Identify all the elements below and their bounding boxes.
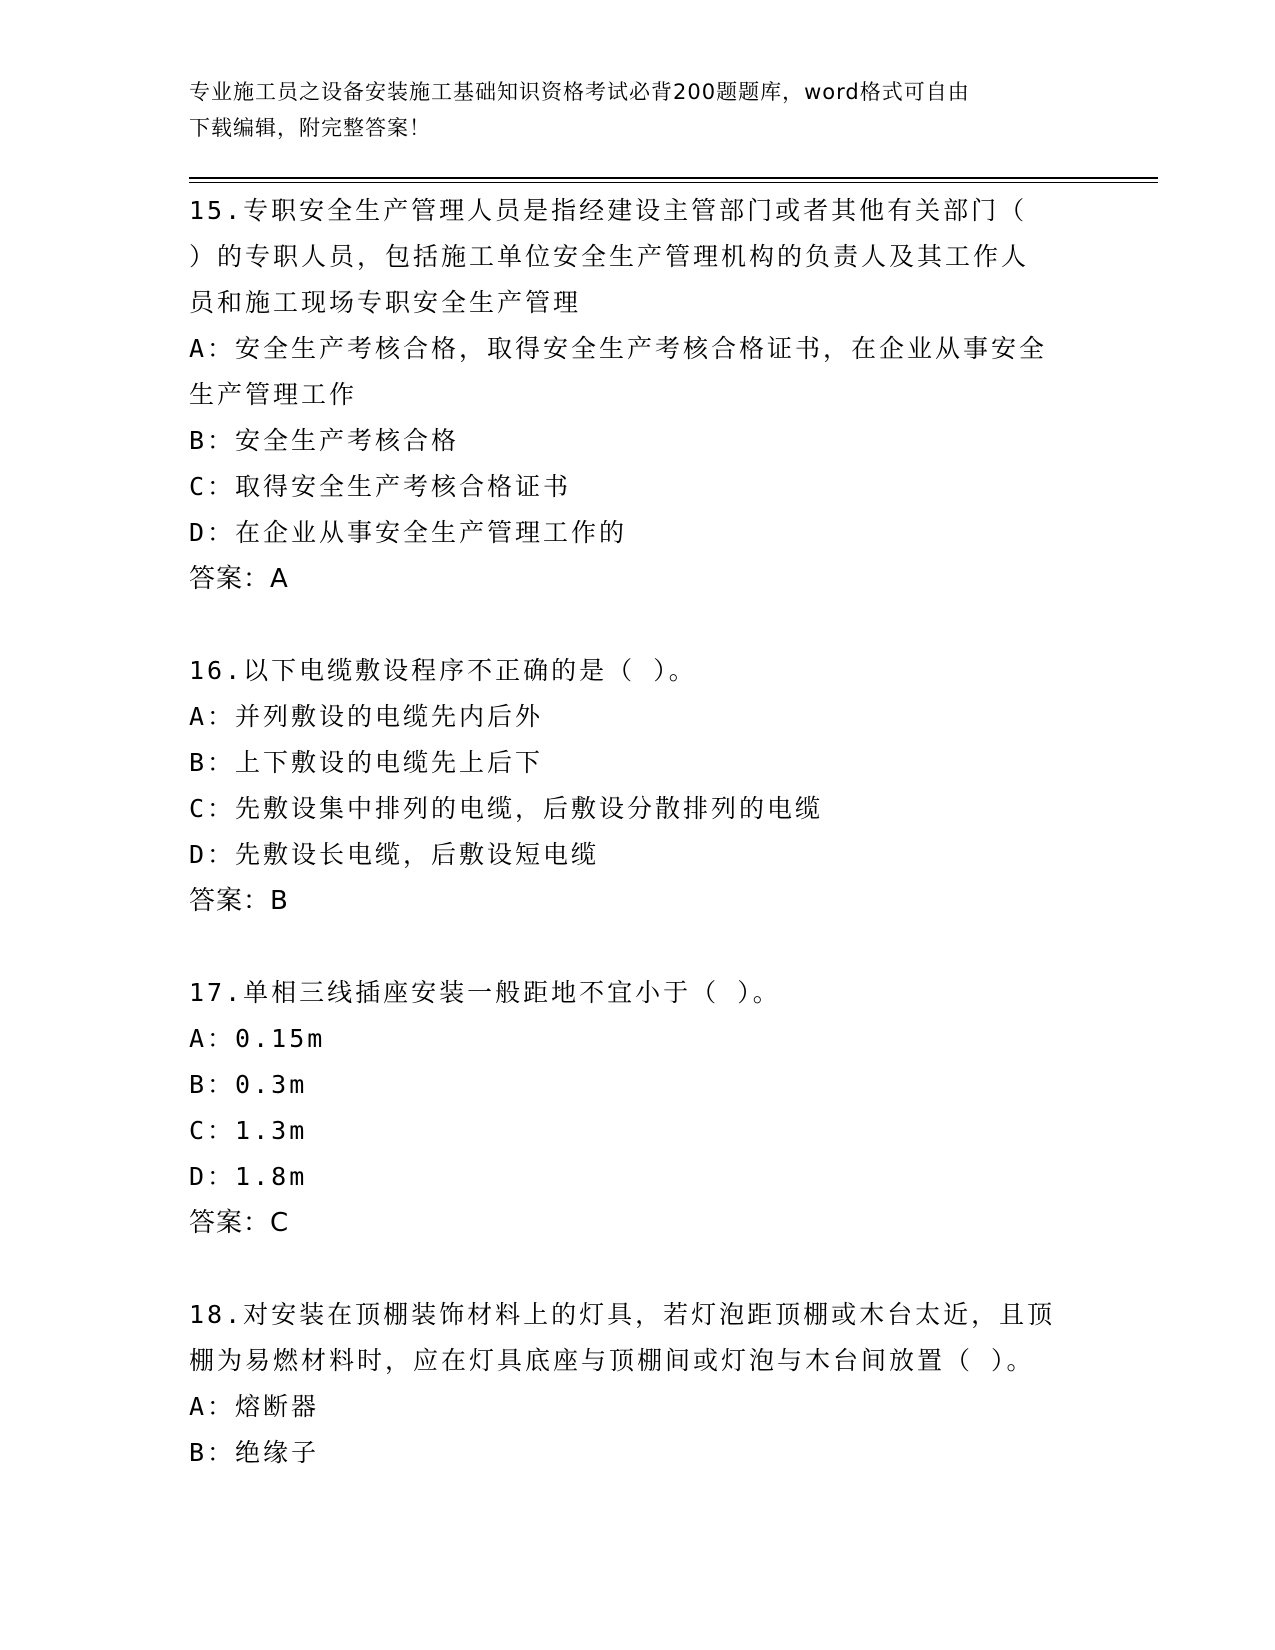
question-stem-line: 员和施工现场专职安全生产管理 [189, 288, 582, 317]
question-stem-line: 16.以下电缆敷设程序不正确的是（ ）。 [189, 656, 697, 685]
document-header [189, 74, 1089, 146]
option-b: B：0.3m [189, 1070, 308, 1099]
option-d: D：在企业从事安全生产管理工作的 [189, 518, 628, 547]
option-b: B：上下敷设的电缆先上后下 [189, 748, 544, 777]
answer: 答案：C [189, 1208, 290, 1238]
option-a-continued: 生产管理工作 [189, 380, 358, 409]
option-d: D：1.8m [189, 1162, 308, 1191]
question-15 [189, 188, 1089, 602]
question-stem-line: 15.专职安全生产管理人员是指经建设主管部门或者其他有关部门（ [189, 196, 1028, 225]
question-18 [189, 1292, 1089, 1476]
answer: 答案：A [189, 564, 289, 594]
answer: 答案：B [189, 886, 289, 916]
question-stem-line: 棚为易燃材料时，应在灯具底座与顶棚间或灯泡与木台间放置（ ）。 [189, 1346, 1035, 1375]
question-list [189, 188, 1089, 1522]
option-c: C：取得安全生产考核合格证书 [189, 472, 572, 501]
option-a: A：熔断器 [189, 1392, 320, 1421]
question-17 [189, 970, 1089, 1246]
question-stem-line: 18.对安装在顶棚装饰材料上的灯具，若灯泡距顶棚或木台太近，且顶 [189, 1300, 1056, 1329]
question-16 [189, 648, 1089, 924]
option-c: C：先敷设集中排列的电缆，后敷设分散排列的电缆 [189, 794, 824, 823]
option-a: A：0.15m [189, 1024, 326, 1053]
option-c: C：1.3m [189, 1116, 308, 1145]
option-a: A：安全生产考核合格，取得安全生产考核合格证书，在企业从事安全 [189, 334, 1048, 363]
option-a: A：并列敷设的电缆先内后外 [189, 702, 544, 731]
header-divider-thin [189, 182, 1158, 183]
header-line-2: 下载编辑，附完整答案！ [189, 116, 431, 140]
question-stem-line: ）的专职人员，包括施工单位安全生产管理机构的负责人及其工作人 [189, 242, 1030, 271]
header-divider [189, 177, 1158, 179]
option-b: B：绝缘子 [189, 1438, 320, 1467]
header-line-1: 专业施工员之设备安装施工基础知识资格考试必背200题题库，word格式可自由 [189, 80, 970, 104]
question-stem-line: 17.单相三线插座安装一般距地不宜小于（ ）。 [189, 978, 781, 1007]
option-d: D：先敷设长电缆，后敷设短电缆 [189, 840, 600, 869]
option-b: B：安全生产考核合格 [189, 426, 460, 455]
